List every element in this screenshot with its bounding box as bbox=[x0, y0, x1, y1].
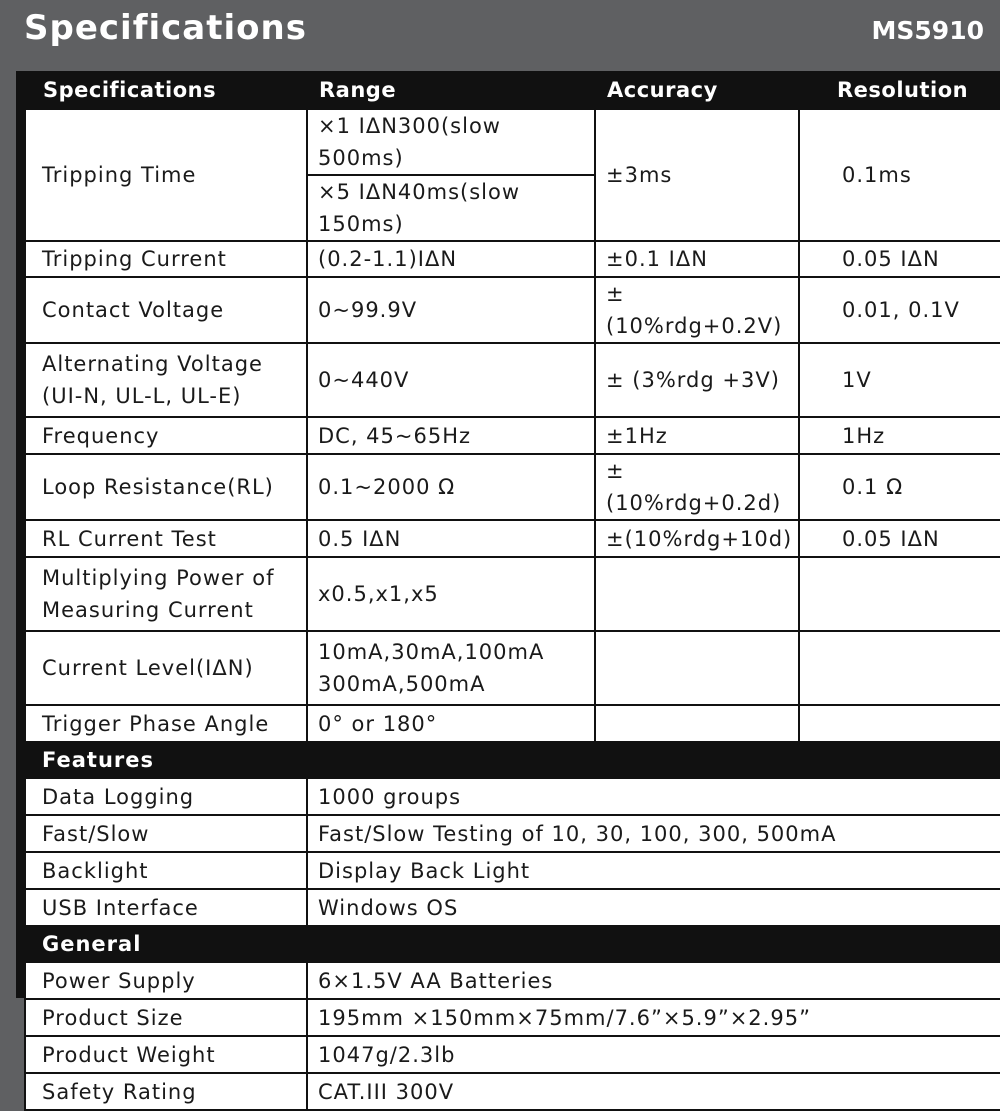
spec-accuracy: ±(10%rdg+0.2d) bbox=[595, 454, 799, 520]
spec-resolution: 1V bbox=[799, 343, 1000, 417]
general-name: Product Size bbox=[25, 999, 307, 1036]
spec-accuracy: ±1Hz bbox=[595, 417, 799, 454]
feature-name: Backlight bbox=[25, 852, 307, 889]
spec-name bbox=[25, 343, 307, 417]
spec-accuracy: ±(10%rdg+0.2V) bbox=[595, 277, 799, 343]
table-row bbox=[25, 778, 1000, 815]
table-row bbox=[25, 277, 1000, 343]
spec-resolution bbox=[799, 557, 1000, 631]
feature-name: USB Interface bbox=[25, 889, 307, 926]
general-value: 6×1.5V AA Batteries bbox=[307, 962, 1000, 999]
spec-name-line: Multiplying Power of bbox=[42, 566, 275, 590]
spec-accuracy bbox=[595, 705, 799, 742]
spec-range: 0° or 180° bbox=[307, 705, 595, 742]
spec-resolution: 0.05 IΔN bbox=[799, 520, 1000, 557]
general-value: CAT.III 300V bbox=[307, 1073, 1000, 1110]
feature-value: Fast/Slow Testing of 10, 30, 100, 300, 500mA bbox=[307, 815, 1000, 852]
table-row bbox=[25, 520, 1000, 557]
spec-range bbox=[307, 631, 595, 705]
table-row bbox=[25, 454, 1000, 520]
spec-name-line: Measuring Current bbox=[42, 598, 254, 622]
spec-resolution bbox=[799, 705, 1000, 742]
spec-name-line: (UI-N, UL-L, UL-E) bbox=[42, 384, 242, 408]
spec-resolution: 0.1 Ω bbox=[799, 454, 1000, 520]
spec-name bbox=[25, 557, 307, 631]
spec-name: Trigger Phase Angle bbox=[25, 705, 307, 742]
spec-range: 0.1~2000 Ω bbox=[307, 454, 595, 520]
spec-name: Tripping Time bbox=[25, 109, 307, 241]
general-name: Safety Rating bbox=[25, 1073, 307, 1110]
general-name: Product Weight bbox=[25, 1036, 307, 1073]
table-row bbox=[25, 852, 1000, 889]
column-header-range: Range bbox=[307, 71, 595, 109]
section-header-general bbox=[25, 926, 1000, 962]
spec-range: 0.5 IΔN bbox=[307, 520, 595, 557]
spec-accuracy bbox=[595, 631, 799, 705]
general-value: 195mm ×150mm×75mm/7.6”×5.9”×2.95” bbox=[307, 999, 1000, 1036]
spec-name: Frequency bbox=[25, 417, 307, 454]
spec-accuracy bbox=[595, 557, 799, 631]
feature-value: 1000 groups bbox=[307, 778, 1000, 815]
table-row bbox=[25, 815, 1000, 852]
table-row bbox=[25, 109, 1000, 175]
spec-resolution: 0.1ms bbox=[799, 109, 1000, 241]
spec-resolution bbox=[799, 631, 1000, 705]
spec-range-line: 10mA,30mA,100mA bbox=[318, 640, 545, 664]
table-header-row bbox=[25, 71, 1000, 109]
specifications-table bbox=[24, 71, 1000, 1111]
spec-name: Contact Voltage bbox=[25, 277, 307, 343]
general-value: 1047g/2.3lb bbox=[307, 1036, 1000, 1073]
spec-name: RL Current Test bbox=[25, 520, 307, 557]
table-row bbox=[25, 705, 1000, 742]
model-number: MS5910 bbox=[871, 16, 984, 45]
feature-name: Fast/Slow bbox=[25, 815, 307, 852]
feature-value: Windows OS bbox=[307, 889, 1000, 926]
section-header-features bbox=[25, 742, 1000, 778]
feature-name: Data Logging bbox=[25, 778, 307, 815]
spec-accuracy: ±(10%rdg+10d) bbox=[595, 520, 799, 557]
table-row bbox=[25, 557, 1000, 631]
table-row bbox=[25, 417, 1000, 454]
spec-accuracy: ±0.1 IΔN bbox=[595, 241, 799, 277]
spec-range-line: 300mA,500mA bbox=[318, 672, 486, 696]
column-header-spec: Specifications bbox=[25, 71, 307, 109]
table-row bbox=[25, 1073, 1000, 1110]
general-name: Power Supply bbox=[25, 962, 307, 999]
page-title: Specifications bbox=[24, 8, 307, 48]
table-row bbox=[25, 631, 1000, 705]
table-row bbox=[25, 1036, 1000, 1073]
spec-accuracy: ±3ms bbox=[595, 109, 799, 241]
spec-resolution: 0.05 IΔN bbox=[799, 241, 1000, 277]
table-row bbox=[25, 999, 1000, 1036]
spec-name: Loop Resistance(RL) bbox=[25, 454, 307, 520]
table-row bbox=[25, 962, 1000, 999]
column-header-accuracy: Accuracy bbox=[595, 71, 799, 109]
spec-range: DC, 45~65Hz bbox=[307, 417, 595, 454]
feature-value: Display Back Light bbox=[307, 852, 1000, 889]
table-row bbox=[25, 241, 1000, 277]
section-title: General bbox=[25, 926, 1000, 962]
column-header-resolution: Resolution bbox=[799, 71, 1000, 109]
spec-resolution: 1Hz bbox=[799, 417, 1000, 454]
spec-range: ×5 IΔN40ms(slow 150ms) bbox=[307, 175, 595, 241]
spec-range: 0~99.9V bbox=[307, 277, 595, 343]
table-row bbox=[25, 889, 1000, 926]
spec-resolution: 0.01, 0.1V bbox=[799, 277, 1000, 343]
spec-range: ×1 IΔN300(slow 500ms) bbox=[307, 109, 595, 175]
table-row bbox=[25, 343, 1000, 417]
spec-name: Tripping Current bbox=[25, 241, 307, 277]
spec-name: Current Level(IΔN) bbox=[25, 631, 307, 705]
section-title: Features bbox=[25, 742, 1000, 778]
spec-name-line: Alternating Voltage bbox=[42, 352, 263, 376]
spec-range: 0~440V bbox=[307, 343, 595, 417]
spec-range: x0.5,x1,x5 bbox=[307, 557, 595, 631]
spec-range: (0.2-1.1)IΔN bbox=[307, 241, 595, 277]
spec-accuracy: ± (3%rdg +3V) bbox=[595, 343, 799, 417]
